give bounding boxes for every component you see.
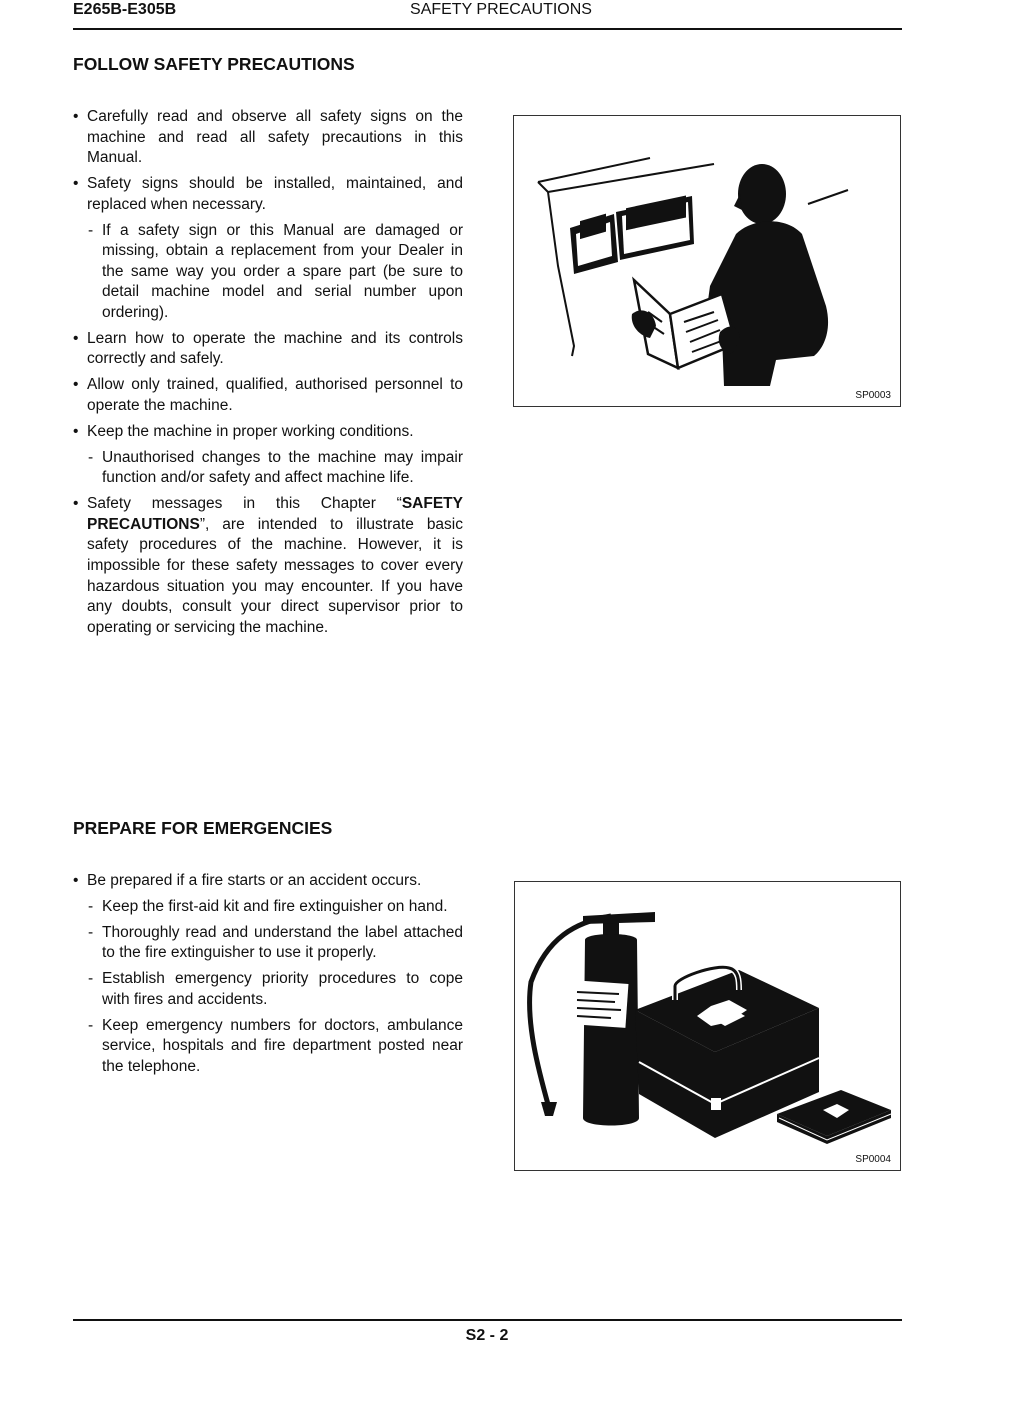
list-item: • Carefully read and observe all safety signs on the machine and read all safety precautions in this Manual. — [73, 108, 463, 167]
safety-decal-small — [570, 214, 618, 274]
page-number: S2 - 2 — [465, 1327, 509, 1344]
list-item: • Allow only trained, qualified, authorised personnel to operate the machine. — [73, 376, 463, 414]
list-item: • Safety signs should be installed, maintained, and replaced when necessary. — [73, 175, 463, 213]
sub-list-item: - Unauthorised changes to the machine may impair function and/or safety and affect machine life. — [88, 448, 463, 487]
list-item: • Safety messages in this Chapter “SAFETY PRECAUTIONS”, are intended to illustrate basic safety procedures of the machine. However, it is impossible for these safety messages to cover every hazardous situation you may encounter. If you have any doubts, consult your direct supervisor prior to operating or servicing the machine. — [73, 495, 463, 636]
footer-rule — [73, 1319, 902, 1321]
figure-emergency-equipment — [514, 881, 901, 1171]
sub-list-item: - Establish emergency priority procedures to cope with fires and accidents. — [88, 970, 463, 1008]
list-item: • Keep the machine in proper working conditions. — [73, 422, 414, 440]
chapter-title: SAFETY PRECAUTIONS — [410, 1, 592, 18]
person-silhouette — [704, 164, 828, 386]
list-item: • Be prepared if a fire starts or an accident occurs. — [73, 872, 422, 889]
machine-model: E265B-E305B — [73, 1, 177, 18]
figure-code: SP0003 — [855, 390, 891, 401]
sub-list-item: - Keep emergency numbers for doctors, ambulance service, hospitals and fire department posted near the telephone. — [88, 1016, 463, 1075]
list-item: • Learn how to operate the machine and its controls correctly and safely. — [73, 329, 463, 368]
sub-list-item: - Thoroughly read and understand the label attached to the fire extinguisher to use it properly. — [88, 923, 463, 962]
safety-decal-large — [616, 195, 694, 260]
emergency-preparation-list — [73, 871, 463, 1083]
section-title-prepare-emergencies: PREPARE FOR EMERGENCIES — [73, 818, 333, 838]
section-title-follow-safety: FOLLOW SAFETY PRECAUTIONS — [73, 54, 355, 74]
figure-reading-manual — [513, 115, 901, 407]
safety-precautions-list — [73, 107, 463, 644]
header-rule — [73, 28, 902, 30]
sub-list-item: - If a safety sign or this Manual are damaged or missing, obtain a replacement from your Dealer in the same way you order a spare part (be sure to detail machine model and serial number upon ordering). — [88, 221, 463, 321]
sub-list-item: - Keep the first-aid kit and fire extinguisher on hand. — [88, 897, 448, 915]
emergency-equipment-illustration — [515, 882, 900, 1170]
figure-code: SP0004 — [855, 1154, 891, 1165]
operator-reading-manual-illustration — [514, 116, 900, 406]
